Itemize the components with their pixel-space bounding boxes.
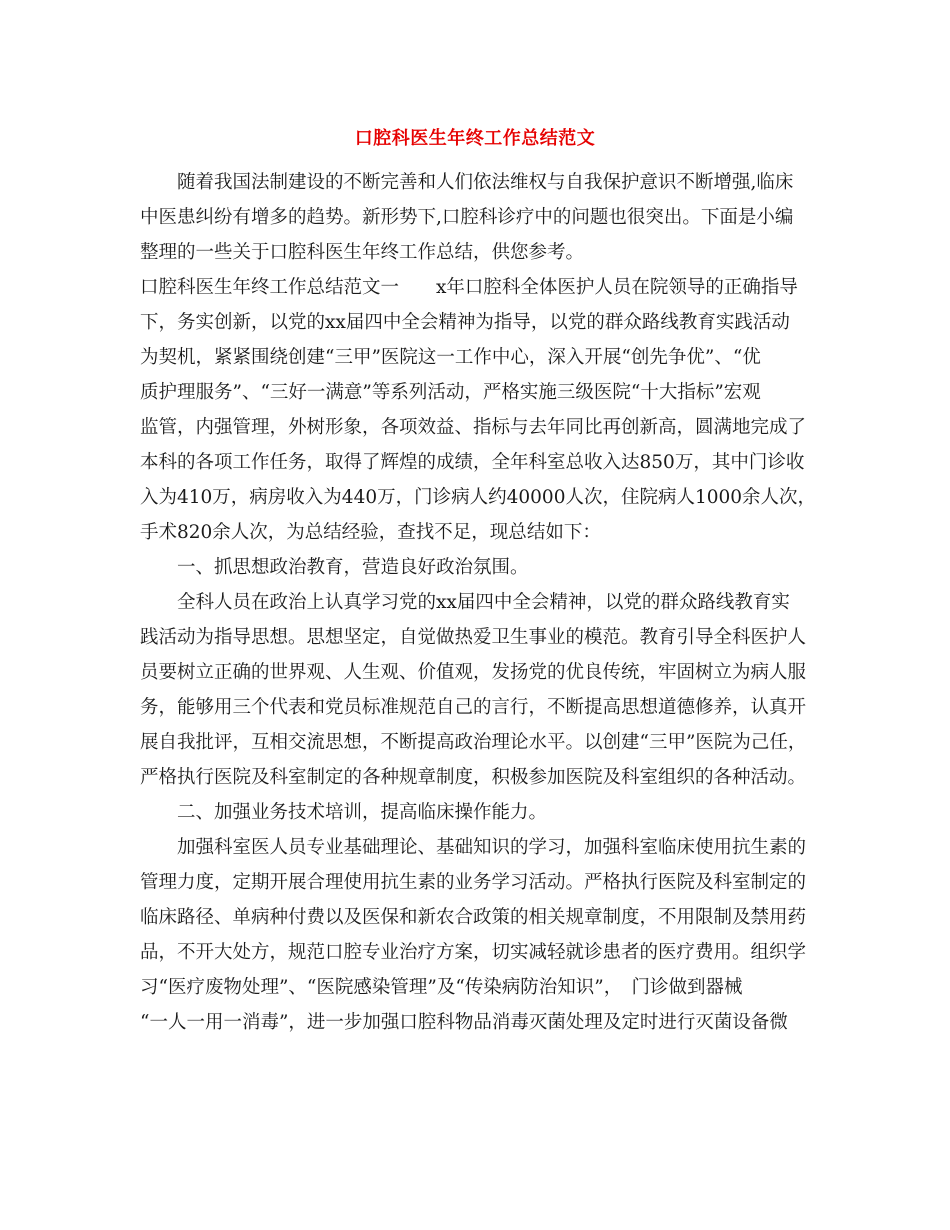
body-line: 质护理服务”、“三好一满意”等系列活动，严格实施三级医院“十大指标”宏观: [140, 382, 761, 403]
body-line: 手术820余人次，为总结经验，查找不足，现总结如下：: [140, 522, 601, 543]
body-line: 习“医疗废物处理”、“医院感染管理”及“传染病防治知识”， 门诊做到器械: [140, 977, 743, 998]
body-line: 严格执行医院及科室制定的各种规章制度，积极参加医院及科室组织的各种活动。: [140, 767, 807, 788]
body-line: 品，不开大处方，规范口腔专业治疗方案，切实减轻就诊患者的医疗费用。组织学: [140, 942, 807, 963]
body-line: 务，能够用三个代表和党员标准规范自己的言行，不断提高思想道德修养，认真开: [140, 697, 807, 718]
body-line: 员要树立正确的世界观、人生观、价值观，发扬党的优良传统，牢固树立为病人服: [140, 662, 807, 683]
body-line: 监管，内强管理，外树形象，各项效益、指标与去年同比再创新高，圆满地完成了: [140, 417, 807, 438]
body-line: 全科人员在政治上认真学习党的xx届四中全会精神，以党的群众路线教育实: [140, 592, 790, 613]
body-line: 加强科室医人员专业基础理论、基础知识的学习，加强科室临床使用抗生素的: [140, 837, 807, 858]
document-body: [140, 157, 830, 1040]
document-title: 口腔科医生年终工作总结范文: [354, 128, 596, 149]
body-line: 为契机，紧紧围绕创建“三甲”医院这一工作中心，深入开展“创先争优”、“优: [140, 347, 761, 368]
body-line: 展自我批评，互相交流思想，不断提高政治理论水平。以创建“三甲”医院为己任，: [140, 732, 807, 753]
body-line: 下，务实创新，以党的xx届四中全会精神为指导，以党的群众路线教育实践活动: [140, 312, 790, 333]
body-line: 管理力度，定期开展合理使用抗生素的业务学习活动。严格执行医院及科室制定的: [140, 872, 807, 893]
body-line: 本科的各项工作任务，取得了辉煌的成绩，全年科室总收入达850万，其中门诊收: [140, 452, 805, 473]
body-line: 随着我国法制建设的不断完善和人们依法维权与自我保护意识不断增强,临床: [140, 172, 794, 193]
body-line: 临床路径、单病种付费以及医保和新农合政策的相关规章制度，不用限制及禁用药: [140, 907, 807, 928]
body-line: 口腔科医生年终工作总结范文一 x年口腔科全体医护人员在院领导的正确指导: [140, 277, 798, 298]
body-line: 践活动为指导思想。思想坚定，自觉做热爱卫生事业的模范。教育引导全科医护人: [140, 627, 807, 648]
body-line: 中医患纠纷有增多的趋势。新形势下,口腔科诊疗中的问题也很突出。下面是小编: [140, 207, 794, 228]
section-heading: 二、加强业务技术培训，提高临床操作能力。: [140, 802, 548, 823]
body-line: 整理的一些关于口腔科医生年终工作总结，供您参考。: [140, 242, 585, 263]
section-heading: 一、抓思想政治教育，营造良好政治氛围。: [140, 557, 529, 578]
body-line: 入为410万，病房收入为440万，门诊病人约40000人次，住院病人1000余人次，: [140, 487, 817, 508]
body-line: “一人一用一消毒”，进一步加强口腔科物品消毒灭菌处理及定时进行灭菌设备微: [140, 1012, 788, 1033]
